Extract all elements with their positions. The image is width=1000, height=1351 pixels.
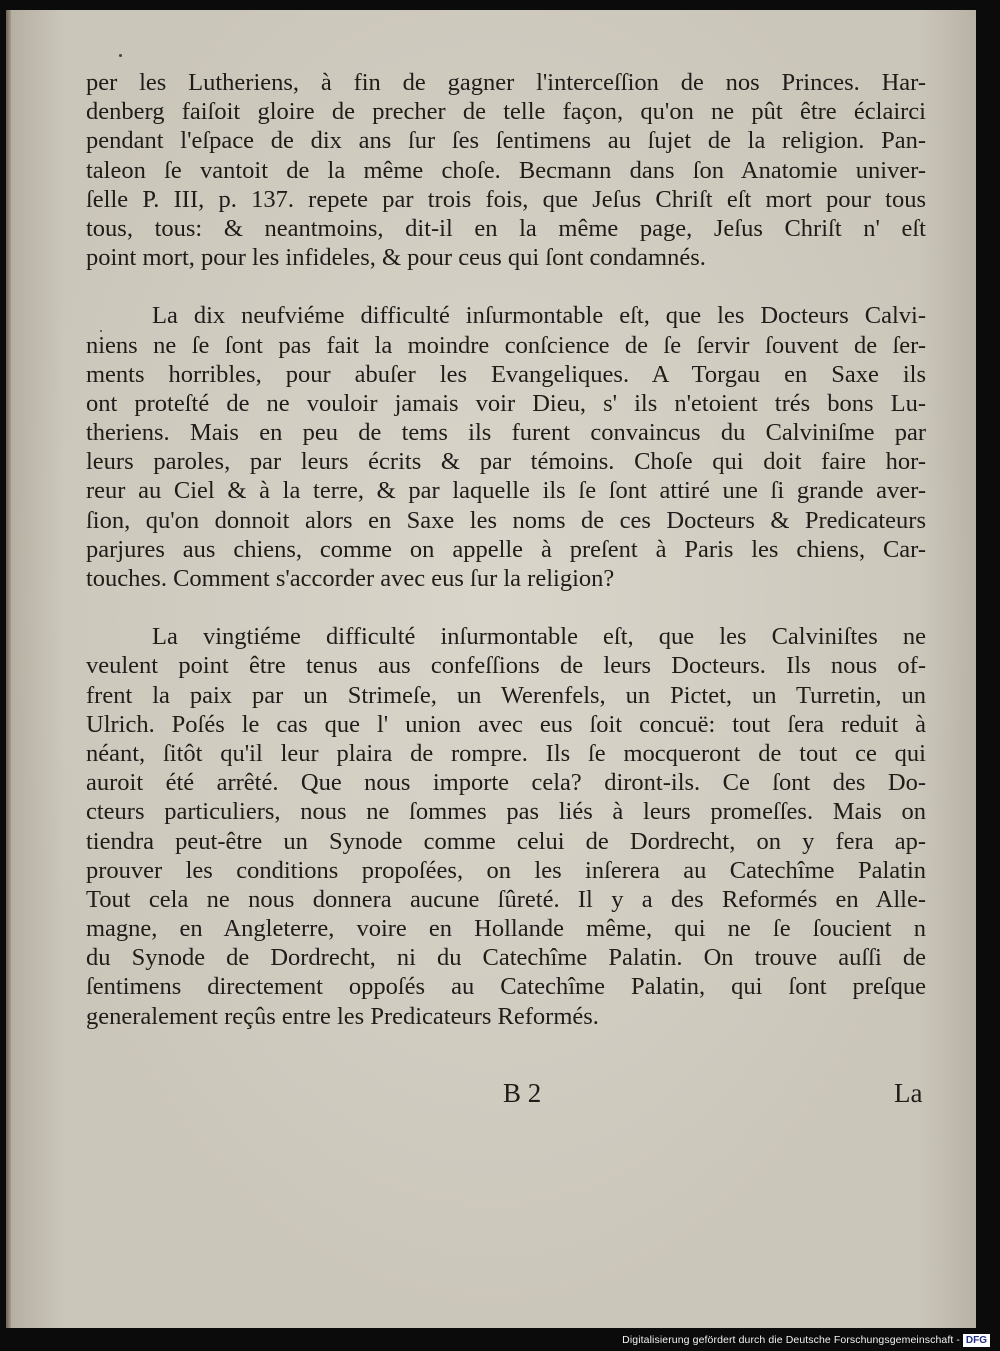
text-line: tiendra peut-être un Synode comme celui de Dordrecht, on y fera ap- <box>86 827 926 855</box>
text-line: ments horribles, pour abuſer les Evangeliques. A Torgau en Saxe ils <box>86 360 926 388</box>
text-line: per les Lutheriens, à fin de gagner l'interceſſion de nos Princes. Har- <box>86 69 926 96</box>
text-line: frent la paix par un Strimeſe, un Werenfels, un Pictet, un Turretin, un <box>86 681 926 709</box>
text-line: Ulrich. Poſés le cas que l' union avec eus ſoit concuë: tout ſera reduit à <box>86 710 926 738</box>
signature-mark: B 2 <box>503 1078 542 1108</box>
text-line: generalement reçûs entre les Predicateurs Reformés. <box>86 1002 599 1030</box>
text-line: ſentimens directement oppoſés au Catechîme Palatin, qui ſont preſque <box>86 973 926 1001</box>
text-line: taleon ſe vantoit de la même choſe. Becmann dans ſon Anatomie univer- <box>86 156 926 184</box>
paragraph-3 <box>86 622 926 1031</box>
text-line: néant, ſitôt qu'il leur plaira de rompre. Ils ſe mocqueront de tout ce qui <box>86 739 926 767</box>
text-line: La dix neufviéme difficulté inſurmontable eſt, que les Docteurs Calvi- <box>152 302 926 330</box>
text-line: theriens. Mais en peu de tems ils furent convaincus du Calviniſme par <box>86 419 926 447</box>
text-line: parjures aus chiens, comme on appelle à preſent à Paris les chiens, Car- <box>86 535 926 563</box>
text-line: reur au Ciel & à la terre, & par laquelle ils ſe ſont attiré une ſi grande aver- <box>86 477 926 505</box>
dfg-logo: DFG <box>963 1334 990 1347</box>
digitization-credit: Digitalisierung gefördert durch die Deutsche Forschungsgemeinschaft - <box>622 1334 960 1346</box>
page-body-text <box>86 68 926 1031</box>
text-line: leurs paroles, par leurs écrits & par témoins. Choſe qui doit faire hor- <box>86 448 926 476</box>
text-line: denberg faiſoit gloire de precher de telle façon, qu'on ne pût être éclairci <box>86 98 926 126</box>
text-line: La vingtiéme difficulté inſurmontable eſt, que les Calviniſtes ne <box>152 623 926 651</box>
text-line: ſion, qu'on donnoit alors en Saxe les noms de ces Docteurs & Predicateurs <box>86 506 926 534</box>
text-line: ont proteſté de ne vouloir jamais voir Dieu, s' ils n'etoient trés bons Lu- <box>86 389 926 417</box>
paper-speck <box>119 54 122 57</box>
paragraph-2 <box>86 301 926 593</box>
text-line: veulent point être tenus aus confeſſions de leurs Docteurs. Ils nous of- <box>86 652 926 680</box>
text-line: ſelle P. III, p. 137. repete par trois fois, que Jeſus Chriſt eſt mort pour tous <box>86 185 926 213</box>
text-line: tous, tous: & neantmoins, dit-il en la même page, Jeſus Chriſt n' eſt <box>86 214 926 242</box>
text-line: niens ne ſe ſont pas fait la moindre conſcience de ſe ſervir ſouvent de ſer- <box>86 331 926 359</box>
text-line: du Synode de Dordrecht, ni du Catechîme Palatin. On trouve auſſi de <box>86 944 926 972</box>
text-line: touches. Comment s'accorder avec eus ſur la religion? <box>86 565 615 592</box>
page-gutter-shadow <box>6 10 11 1328</box>
paragraph-1 <box>86 68 926 272</box>
text-line: cteurs particuliers, nous ne ſommes pas liés à leurs promeſſes. Mais on <box>86 798 926 826</box>
page-footer <box>6 1078 976 1118</box>
text-line: pendant l'eſpace de dix ans ſur ſes ſentimens au ſujet de la religion. Pan- <box>86 127 926 155</box>
text-line: point mort, pour les infideles, & pour ceus qui ſont condamnés. <box>86 244 706 272</box>
text-line: magne, en Angleterre, voire en Hollande même, qui ne ſe ſoucient n <box>86 915 926 943</box>
catchword: La <box>894 1078 923 1108</box>
text-line: prouver les conditions propoſées, on les inſerera au Catechîme Palatin <box>86 856 926 884</box>
scanned-page <box>6 10 976 1328</box>
text-line: Tout cela ne nous donnera aucune ſûreté. Il y a des Reformés en Alle- <box>86 885 926 913</box>
text-line: auroit été arrêté. Que nous importe cela? diront-ils. Ce ſont des Do- <box>86 769 926 797</box>
paper-speck <box>100 330 102 332</box>
